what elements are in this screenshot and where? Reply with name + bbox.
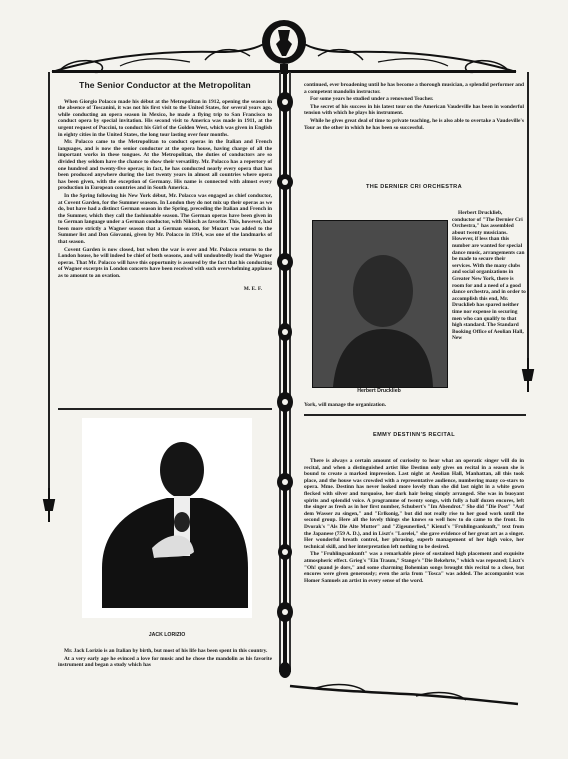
portrait-photo-drucklieb bbox=[312, 220, 448, 388]
paragraph: Mr. Polacco came to the Metropolitan to conduct operas in the Italian and French languages, and is now the senior conductor at the opera house, having charge of all the important works in these tongues. At the Metropolitan, the duties of conductors are so divided they seldom have the chance to show their versatility. Mr. Polacco has a repertory of one hundred and twenty-five operas; in fact, he has conducted nearly every opera that has been produced anywhere during the last twenty years in almost all countries where opera has been given, with the exception of Germany. His name is connected with almost every production in European countries and in South America. bbox=[58, 139, 272, 192]
paragraph: continued, ever broadening until he has become a thorough musician, a splendid performer and a competent mandolin instructor. bbox=[304, 82, 524, 95]
paragraph: Covent Garden is now closed, but when the war is over and Mr. Polacco returns to the London house, he will indeed be chief of both seasons, and will undoubtedly lead the Wagner operas. That Mr. Polacco will have this opportunity is assured by the fact that his conducting of Wagner excerpts in London concerts have been received with such overwhelming applause as to amount to an ovation. bbox=[58, 246, 272, 280]
photo-caption: JACK LORIZIO bbox=[148, 632, 186, 638]
paragraph: For some years he studied under a renowned Teacher. bbox=[310, 96, 434, 103]
signature: M. E. F. bbox=[243, 285, 262, 292]
left-border bbox=[48, 72, 50, 492]
paragraph: Mr. Jack Lorizio is an Italian by birth, but most of his life has been spent in this country. bbox=[64, 648, 268, 654]
photo-caption: Herbert Drucklieb bbox=[357, 388, 401, 394]
paragraph: The "Fruhlingsankunft" was a remarkable piece of sustained high placement and exquisite atmospheric effect. Grieg's "Ein Traum," Stange's "Die Bekehrte," which was repeated; Liszt's "Oh! quand je dors," and some charming Bohemian songs brought this recital to a close, but encores were given generously; even the aria from "Tosca" was added. The accompanist was Homer Samuels an artist in every sense of the word. bbox=[304, 551, 524, 584]
center-ornament-column bbox=[276, 72, 294, 682]
article-title: THE DERNIER CRI ORCHESTRA bbox=[365, 184, 463, 190]
paragraph: The secret of his success in his latest tour on the American Vaudeville has been in wonderful tension with which he plays his instrument. bbox=[304, 103, 524, 117]
article-title: The Senior Conductor at the Metropolitan bbox=[79, 80, 251, 90]
article-destinn bbox=[304, 458, 524, 585]
article-title: EMMY DESTINN'S RECITAL bbox=[372, 432, 456, 438]
paragraph: York, will manage the organization. bbox=[304, 402, 387, 408]
paragraph: At a very early age he evinced a love for music and he chose the mandolin as his favorite instrument and began a study which has bbox=[58, 655, 272, 669]
portrait-photo-lorizio bbox=[82, 418, 252, 618]
article-lorizio-continued bbox=[304, 82, 524, 132]
article-lorizio bbox=[58, 648, 272, 670]
section-divider bbox=[304, 414, 526, 416]
right-tassel-ornament bbox=[521, 358, 535, 394]
article-drucklieb-side bbox=[452, 210, 526, 343]
right-border bbox=[527, 72, 529, 362]
bottom-ornament bbox=[286, 680, 526, 708]
paragraph: In the Spring following his New York début, Mr. Polacco was engaged as chief conductor, at Covent Garden, for the Summer seasons. In London they do not mix up their operas as we do, but have had a distinct German season in the Spring, preceding the Italian and French in the Summer, which they call the fashionable season. The German operas have been given in to German language under a German conductor, with Nikisch as favorite. This, however, had been more strictly a Wagner season that a German season, for Mozart was added to the Summer list and Don Giovanni, given by Mr. Polacco in 1914, was one of the landmarks of that season. bbox=[58, 192, 272, 246]
paragraph: While he gives great deal of time to private teaching, he is also able to overtake a Vaudeville's Tour as the other in which he has been so successful. bbox=[304, 117, 524, 131]
article-polacco bbox=[58, 82, 272, 292]
section-divider bbox=[58, 408, 272, 410]
paragraph: Herbert Drucklieb, conductor of "The Dernier Cri Orchestra," has assembled about twenty musicians. However, if less than this number are wanted for special dance music, arrangements can be made to secure their services. With the many clubs and social organizations in Greater New York, there is room for and a need of a good dance orchestra, and in order to accomplish this end, Mr. Drucklieb has spared neither time nor expense in securing men who can qualify to that high standard. The Standard Booking Office of Aeolian Hall, New bbox=[452, 210, 526, 342]
left-tassel-ornament bbox=[42, 488, 56, 524]
paragraph: When Giorgio Polacco made his début at the Metropolitan in 1912, opening the season in the absence of Toscanini, it was not his first visit to the United States, for several years ago, while conducting an opera season in Mexico, he made a flying trip to San Francisco to conduct opera by special invitation. His second visit to America was made in 1911, at the urgent request of Puccini, to conduct his Girl of the Golden West, which was given in English in eighty cities in the United States, the long tour lasting over four months. bbox=[58, 98, 272, 138]
paragraph: There is always a certain amount of curiosity to hear what an operatic singer will do in recital, and when a distinguished artist like Destinn only gives on recital in a season she is bound to create a marked impression. Last night at Aeolian Hall, Manhattan, all this took place, and the house was crowded with a representative audience, numbering many co-stars to opera. Mme. Destinn has never looked more lovely than she did last night in a white gown flecked with silver and turquoise, her dark hair being simply arranged. She was in buoyant spirits and splendid voice. A programme of twenty songs, with fully a half dozen encores, left the singer as fresh as in her first number, Schubert's "Im Abendrot." She did "Die Post" "Auf dem Wasser zu singen," and "Erlkonig," but did not really rise to her good work until the second group. Here all the lovely things she knows so well how to do came to the front. In Dvorak's "Als Die Alte Mutter" and "Zigeunerlied," Kienzl's "Fruhlingsankunft," text from the Japanese (759 A. D.), and in Liszt's "Lorelei," she gave evidence of her great art as a singer. Her wonderful breath control, her phrasing, superb management of her high voice, her technical skill, and her interpretation left nothing to be desired. bbox=[304, 458, 524, 550]
article-drucklieb-tail bbox=[304, 402, 524, 410]
